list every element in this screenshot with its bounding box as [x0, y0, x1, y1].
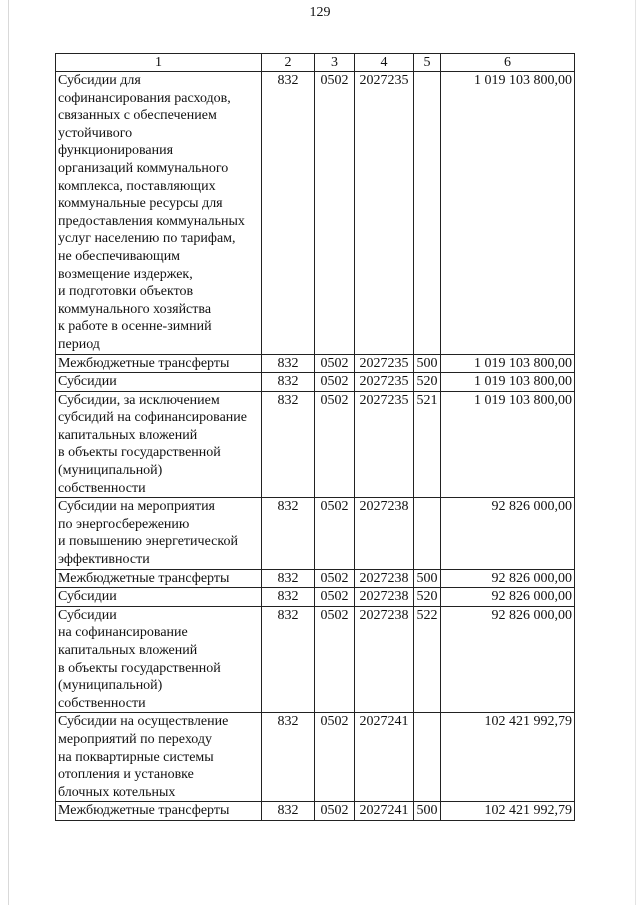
- name-line: коммунального хозяйства: [58, 301, 212, 317]
- cell-article-code: 2027238: [355, 569, 414, 588]
- cell-ministry-code: 832: [262, 588, 315, 607]
- cell-section-code: 0502: [315, 569, 355, 588]
- name-line: предоставления коммунальных: [58, 213, 245, 229]
- table-row: [56, 72, 575, 355]
- table-row: [56, 713, 575, 802]
- cell-name: [56, 713, 262, 802]
- name-line: в объекты государственной: [58, 660, 221, 676]
- table-row: [56, 569, 575, 588]
- name-line: услуг населению по тарифам,: [58, 231, 236, 247]
- cell-name: [56, 391, 262, 498]
- cell-expense-type: 500: [414, 354, 441, 373]
- cell-section-code: 0502: [315, 802, 355, 821]
- name-line: Субсидии, за исключением: [58, 392, 220, 408]
- cell-name: [56, 802, 262, 821]
- cell-article-code: 2027238: [355, 606, 414, 713]
- cell-ministry-code: 832: [262, 802, 315, 821]
- budget-table: [55, 53, 575, 821]
- name-line: коммунальные ресурсы для: [58, 196, 223, 212]
- name-line: Межбюджетные трансферты: [58, 803, 230, 819]
- cell-article-code: 2027235: [355, 373, 414, 392]
- cell-expense-type: [414, 72, 441, 355]
- header-col-5: 5: [414, 54, 441, 72]
- cell-article-code: 2027241: [355, 713, 414, 802]
- table-body: [56, 72, 575, 821]
- cell-amount: 1 019 103 800,00: [441, 72, 575, 355]
- cell-expense-type: 520: [414, 373, 441, 392]
- cell-article-code: 2027238: [355, 498, 414, 569]
- name-line: Межбюджетные трансферты: [58, 355, 230, 371]
- cell-expense-type: 500: [414, 569, 441, 588]
- name-line: Межбюджетные трансферты: [58, 570, 230, 586]
- cell-section-code: 0502: [315, 391, 355, 498]
- cell-amount: 102 421 992,79: [441, 713, 575, 802]
- header-col-1: 1: [56, 54, 262, 72]
- cell-name: [56, 606, 262, 713]
- cell-name: [56, 354, 262, 373]
- name-line: (муниципальной): [58, 463, 163, 479]
- cell-expense-type: 520: [414, 588, 441, 607]
- cell-expense-type: 521: [414, 391, 441, 498]
- cell-section-code: 0502: [315, 72, 355, 355]
- cell-amount: 92 826 000,00: [441, 569, 575, 588]
- table-row: [56, 606, 575, 713]
- name-line: капитальных вложений: [58, 643, 198, 658]
- header-col-4: 4: [355, 54, 414, 72]
- name-line: (муниципальной): [58, 678, 163, 694]
- cell-ministry-code: 832: [262, 498, 315, 569]
- name-line: эффективности: [58, 552, 150, 568]
- name-line: комплекса, поставляющих: [58, 178, 216, 194]
- cell-amount: 1 019 103 800,00: [441, 373, 575, 392]
- table-row: [56, 498, 575, 569]
- name-line: Субсидии: [58, 589, 117, 605]
- cell-article-code: 2027235: [355, 354, 414, 373]
- page-edge-right: [635, 0, 636, 905]
- name-line: софинансирования расходов,: [58, 90, 231, 106]
- cell-name: [56, 373, 262, 392]
- cell-ministry-code: 832: [262, 72, 315, 355]
- table-row: [56, 354, 575, 373]
- name-line: не обеспечивающим: [58, 248, 181, 264]
- page-number: 129: [309, 5, 331, 20]
- page-edge-left: [8, 0, 9, 905]
- cell-expense-type: 500: [414, 802, 441, 821]
- cell-expense-type: [414, 713, 441, 802]
- header-col-6: 6: [441, 54, 575, 72]
- cell-section-code: 0502: [315, 713, 355, 802]
- name-line: Субсидии на мероприятия: [58, 499, 215, 515]
- header-col-2: 2: [262, 54, 315, 72]
- cell-ministry-code: 832: [262, 606, 315, 713]
- name-line: на софинансирование: [58, 625, 188, 641]
- cell-article-code: 2027241: [355, 802, 414, 821]
- cell-section-code: 0502: [315, 498, 355, 569]
- name-line: и подготовки объектов: [58, 284, 194, 300]
- header-col-3: 3: [315, 54, 355, 72]
- table-row: [56, 373, 575, 392]
- name-line: и повышению энергетической: [58, 534, 238, 550]
- cell-article-code: 2027238: [355, 588, 414, 607]
- cell-amount: 92 826 000,00: [441, 498, 575, 569]
- cell-name: [56, 569, 262, 588]
- table-row: [56, 391, 575, 498]
- name-line: Субсидии на осуществление: [58, 714, 229, 730]
- cell-name: [56, 588, 262, 607]
- name-line: в объекты государственной: [58, 445, 221, 461]
- name-line: период: [58, 336, 100, 352]
- cell-expense-type: [414, 498, 441, 569]
- name-line: к работе в осенне-зимний: [58, 319, 212, 335]
- name-line: Субсидии для: [58, 73, 141, 88]
- cell-ministry-code: 832: [262, 354, 315, 373]
- cell-expense-type: 522: [414, 606, 441, 713]
- table-header-row: [56, 54, 575, 72]
- name-line: связанных с обеспечением: [58, 108, 217, 124]
- name-line: собственности: [58, 480, 146, 496]
- cell-article-code: 2027235: [355, 391, 414, 498]
- name-line: функционирования: [58, 143, 174, 159]
- cell-amount: 1 019 103 800,00: [441, 391, 575, 498]
- cell-amount: 92 826 000,00: [441, 588, 575, 607]
- name-line: по энергосбережению: [58, 516, 190, 532]
- cell-name: [56, 72, 262, 355]
- cell-amount: 92 826 000,00: [441, 606, 575, 713]
- cell-section-code: 0502: [315, 373, 355, 392]
- name-line: субсидий на софинансирование: [58, 410, 248, 426]
- name-line: блочных котельных: [58, 784, 176, 800]
- cell-article-code: 2027235: [355, 72, 414, 355]
- cell-section-code: 0502: [315, 588, 355, 607]
- name-line: Субсидии: [58, 374, 117, 390]
- name-line: мероприятий по переходу: [58, 731, 213, 747]
- table-row: [56, 588, 575, 607]
- name-line: на поквартирные системы: [58, 749, 214, 765]
- name-line: отопления и установке: [58, 767, 194, 783]
- name-line: организаций коммунального: [58, 160, 229, 176]
- cell-amount: 1 019 103 800,00: [441, 354, 575, 373]
- name-line: Субсидии: [58, 607, 117, 623]
- name-line: капитальных вложений: [58, 427, 198, 443]
- cell-name: [56, 498, 262, 569]
- cell-ministry-code: 832: [262, 569, 315, 588]
- name-line: собственности: [58, 695, 146, 711]
- cell-section-code: 0502: [315, 354, 355, 373]
- table-row: [56, 802, 575, 821]
- cell-section-code: 0502: [315, 606, 355, 713]
- name-line: устойчивого: [58, 125, 133, 141]
- cell-ministry-code: 832: [262, 391, 315, 498]
- cell-ministry-code: 832: [262, 373, 315, 392]
- cell-ministry-code: 832: [262, 713, 315, 802]
- name-line: возмещение издержек,: [58, 266, 193, 282]
- cell-amount: 102 421 992,79: [441, 802, 575, 821]
